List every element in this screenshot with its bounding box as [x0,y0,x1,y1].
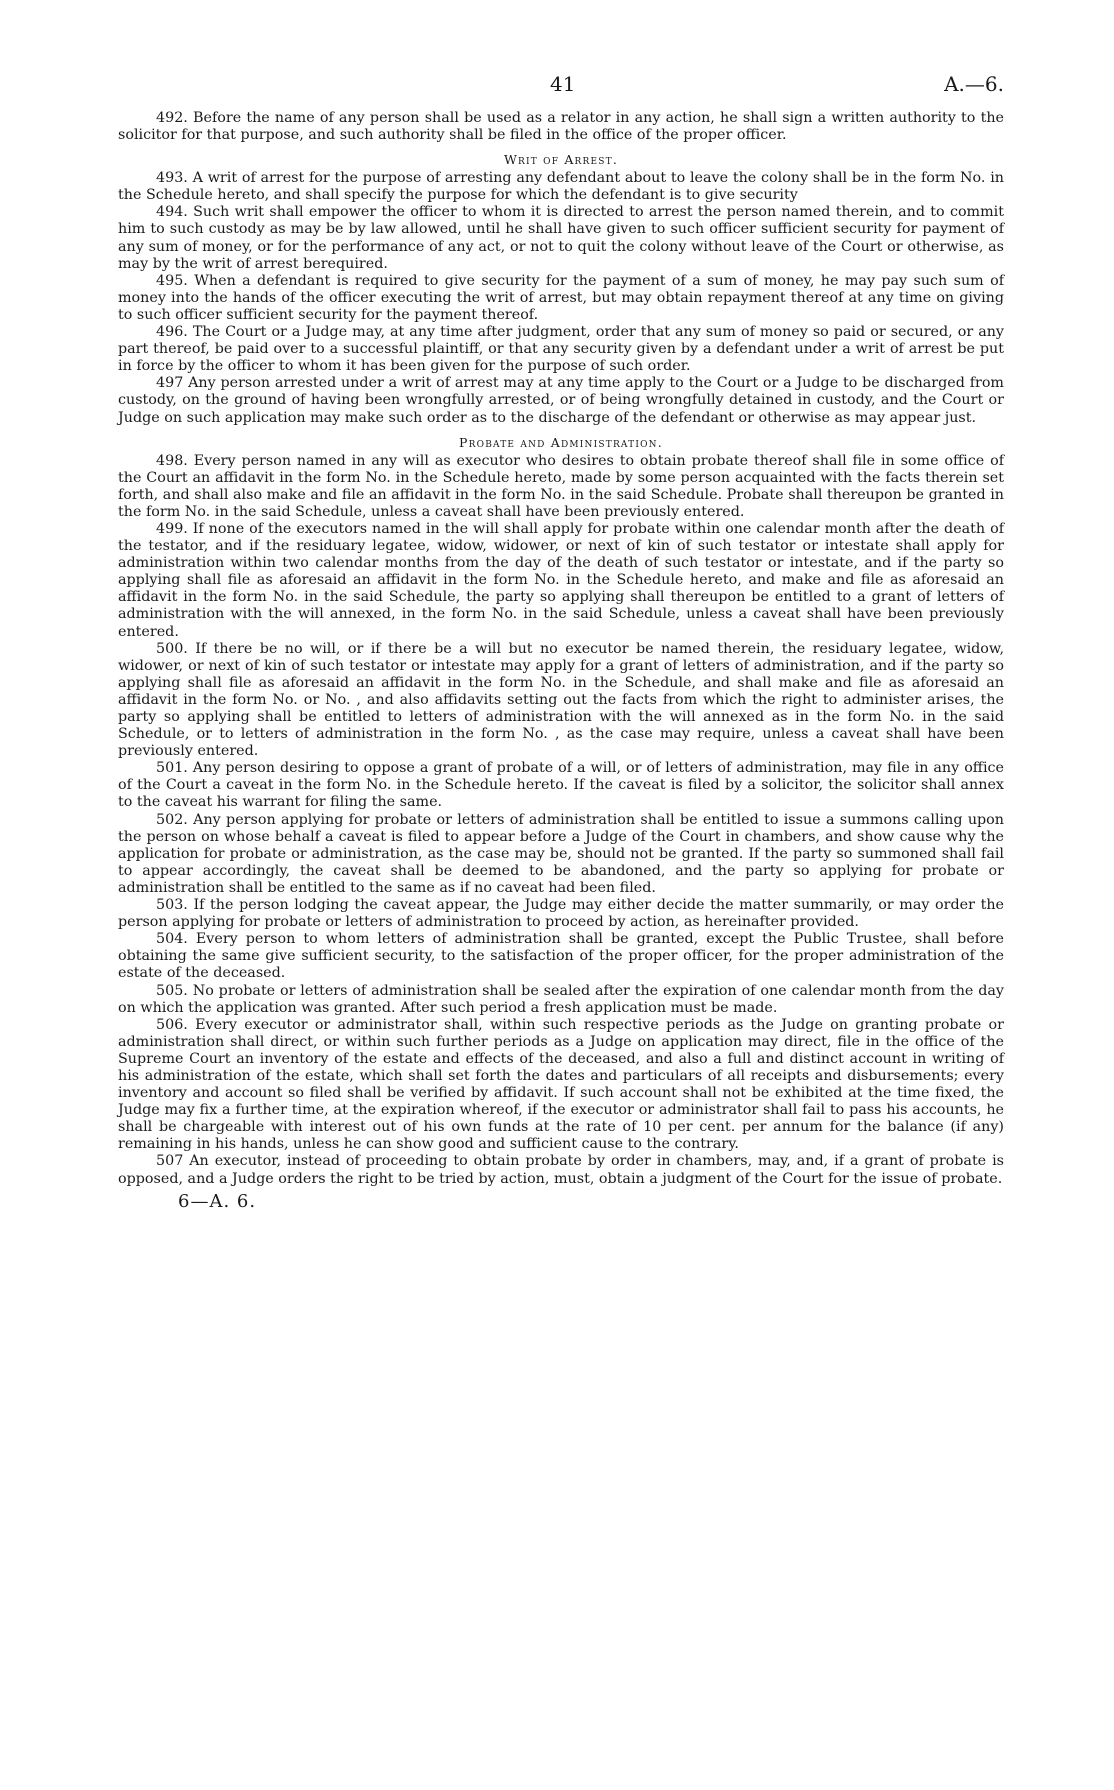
clause-502: 502. Any person applying for probate or letters of administration shall be entitled to issue a summons calling upon the person on whose behalf a caveat is filed to appear before a Judge of the Court in chambers, and show cause why the application for probate or administration, as the case may be, should not be granted. If the party so summoned shall fail to appear accordingly, the caveat shall be deemed to be abandoned, and the party so applying for probate or administration shall be entitled to the same as if no caveat had been filed. [118,811,1004,896]
clause-495: 495. When a defendant is required to give security for the payment of a sum of money, he may pay such sum of money into the hands of the officer executing the writ of arrest, but may obtain repayment thereof at any time on giving to such officer sufficient security for the payment thereof. [118,272,1004,323]
heading-probate-and-administration: Probate and Administration. [459,434,663,450]
clause-503: 503. If the person lodging the caveat appear, the Judge may either decide the matter summarily, or may order the person applying for probate or letters of administration to proceed by action, as hereinafter provided. [118,897,1004,931]
document-page [118,72,1004,1212]
clause-504: 504. Every person to whom letters of administration shall be granted, except the Public Trustee, shall before obtaining the same give sufficient security, to the satisfaction of the proper officer, for the proper administration of the estate of the deceased. [118,931,1004,982]
clause-492: 492. Before the name of any person shall be used as a relator in any action, he shall sign a written authority to the solicitor for that purpose, and such authority shall be filed in the office of the proper officer. [118,110,1004,144]
page-header [118,72,1004,102]
page-signature: 6—A. 6. [178,1190,257,1212]
clause-500: 500. If there be no will, or if there be a will but no executor be named therein, the residuary legatee, widow, widower, or next of kin of such testator or intestate may apply for a grant of letters of administration, and if the party so applying shall file as aforesaid an affidavit in the form No. in the Schedule, and shall make and file as aforesaid an affidavit in the form No. or No. , and also affidavits setting out the facts from which the right to administer arises, the party so applying shall be entitled to letters of administration with the will annexed as in the form No. in the said Schedule, or to letters of administration in the form No. , as the case may require, unless a caveat shall have been previously entered. [118,640,1004,760]
clause-499: 499. If none of the executors named in the will shall apply for probate within one calendar month after the death of the testator, and if the residuary legatee, widow, widower, or next of kin of such testator or intestate shall apply for administration within two calendar months from the day of the death of such testator or intestate, and if the party so applying shall file as aforesaid an affidavit in the form No. in the Schedule hereto, and make and file as aforesaid an affidavit in the form No. in the said Schedule, the party so applying shall thereupon be entitled to a grant of letters of administration with the will annexed, in the form No. in the said Schedule, unless a caveat shall have been previously entered. [118,520,1004,640]
clause-494: 494. Such writ shall empower the officer to whom it is directed to arrest the person named therein, and to commit him to such custody as may be by law allowed, until he shall have given to such officer sufficient security for payment of any sum of money, or for the performance of any act, or not to quit the colony without leave of the Court or otherwise, as may by the writ of arrest berequired. [118,204,1004,272]
clause-506: 506. Every executor or administrator shall, within such respective periods as the Judge on granting probate or administration shall direct, or within such further periods as a Judge on application may direct, file in the office of the Supreme Court an inventory of the estate and effects of the deceased, and also a full and distinct account in writing of his administration of the estate, which shall set forth the dates and particulars of all receipts and disbursements; every inventory and account so filed shall be verified by affidavit. If such account shall not be exhibited at the time fixed, the Judge may fix a further time, at the expiration whereof, if the executor or administrator shall fail to pass his accounts, he shall be chargeable with interest out of his own funds at the rate of 10 per cent. per annum for the balance (if any) remaining in his hands, unless he can show good and sufficient cause to the contrary. [118,1016,1004,1153]
clause-505: 505. No probate or letters of administration shall be sealed after the expiration of one calendar month from the day on which the application was granted. After such period a fresh application must be made. [118,982,1004,1016]
clause-493: 493. A writ of arrest for the purpose of arresting any defendant about to leave the colony shall be in the form No. in the Schedule hereto, and shall specify the purpose for which the defendant is to give security [118,170,1004,204]
clause-501: 501. Any person desiring to oppose a grant of probate of a will, or of letters of administration, may file in any office of the Court a caveat in the form No. in the Schedule hereto. If the caveat is filed by a solicitor, the solicitor shall annex to the caveat his warrant for filing the same. [118,760,1004,811]
clause-507: 507 An executor, instead of proceeding to obtain probate by order in chambers, may, and, if a grant of probate is opposed, and a Judge orders the right to be tried by action, must, obtain a judgment of the Court for the issue of probate. [118,1153,1004,1187]
document-reference: A.—6. [944,72,1004,96]
page-number: 41 [550,72,576,96]
clause-497: 497 Any person arrested under a writ of arrest may at any time apply to the Court or a Judge to be discharged from custody, on the ground of having been wrongfully arrested, or of being wrongfully detained in custody, and the Court or Judge on such application may make such order as to the discharge of the defendant or otherwise as may appear just. [118,375,1004,426]
clause-498: 498. Every person named in any will as executor who desires to obtain probate thereof shall file in some office of the Court an affidavit in the form No. in the Schedule hereto, made by some person acquainted with the facts therein set forth, and shall also make and file an affidavit in the form No. in the said Schedule. Probate shall thereupon be granted in the form No. in the said Schedule, unless a caveat shall have been previously entered. [118,452,1004,520]
clause-496: 496. The Court or a Judge may, at any time after judgment, order that any sum of money so paid or secured, or any part thereof, be paid over to a successful plaintiff, or that any security given by a defendant under a writ of arrest be put in force by the officer to whom it has been given for the purpose of such order. [118,324,1004,375]
heading-writ-of-arrest: Writ of Arrest. [503,152,619,168]
